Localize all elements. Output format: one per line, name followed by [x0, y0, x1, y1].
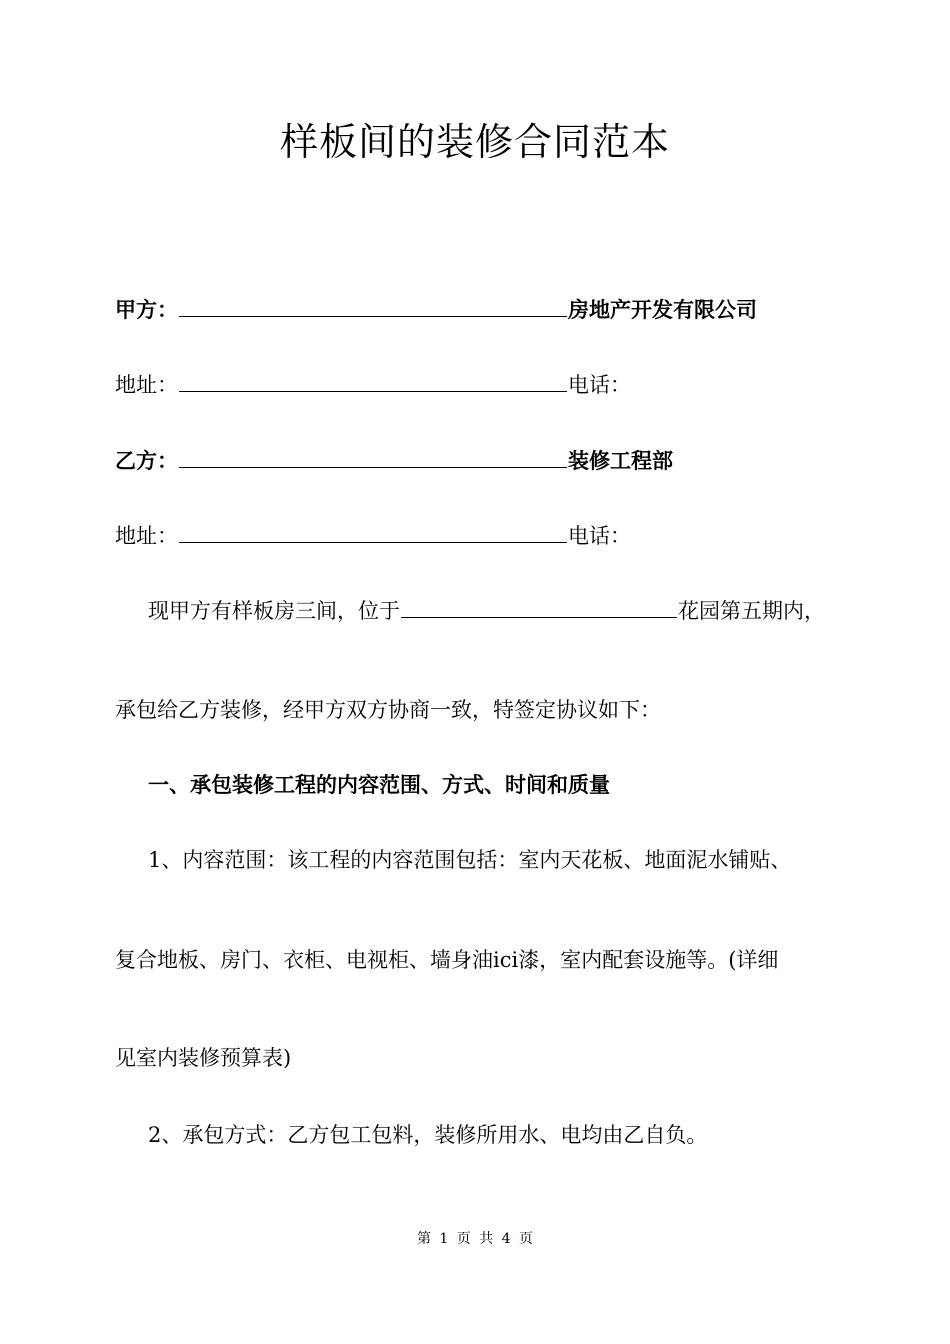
location-blank — [401, 595, 677, 618]
party-b-line — [115, 445, 673, 476]
item-1-line-3: 见室内装修预算表) — [115, 1046, 292, 1070]
party-a-address-blank — [179, 369, 567, 392]
party-b-address-blank — [179, 520, 567, 543]
intro-line-2: 承包给乙方装修，经甲方双方协商一致，特签定协议如下： — [115, 698, 661, 722]
item-1-line-2: 复合地板、房门、衣柜、电视柜、墙身油ici漆，室内配套设施等。(详细 — [115, 948, 779, 972]
party-b-phone-label: 电话： — [568, 524, 631, 548]
party-a-phone-label: 电话： — [568, 373, 631, 397]
party-a-address-line — [115, 369, 631, 400]
intro-prefix: 现甲方有样板房三间，位于 — [148, 599, 400, 623]
party-b-label: 乙方： — [115, 449, 178, 473]
document-title: 样板间的装修合同范本 — [279, 120, 670, 164]
item-2-line: 2、承包方式：乙方包工包料，装修所用水、电均由乙自负。 — [148, 1123, 708, 1147]
intro-suffix: 花园第五期内， — [678, 599, 825, 623]
section-1-heading: 一、承包装修工程的内容范围、方式、时间和质量 — [148, 773, 610, 797]
party-b-address-label: 地址： — [115, 524, 178, 548]
party-b-suffix: 装修工程部 — [568, 449, 673, 473]
party-b-blank — [179, 445, 567, 468]
party-a-blank — [179, 294, 567, 317]
intro-line-1 — [148, 595, 825, 626]
party-a-suffix: 房地产开发有限公司 — [568, 298, 757, 322]
party-a-label: 甲方： — [115, 298, 178, 322]
item-1-line-1: 1、内容范围：该工程的内容范围包括：室内天花板、地面泥水铺贴、 — [148, 848, 792, 872]
page-number-footer: 第 1 页 共 4 页 — [416, 1231, 534, 1247]
party-b-address-line — [115, 520, 631, 551]
party-a-line — [115, 294, 757, 325]
party-a-address-label: 地址： — [115, 373, 178, 397]
